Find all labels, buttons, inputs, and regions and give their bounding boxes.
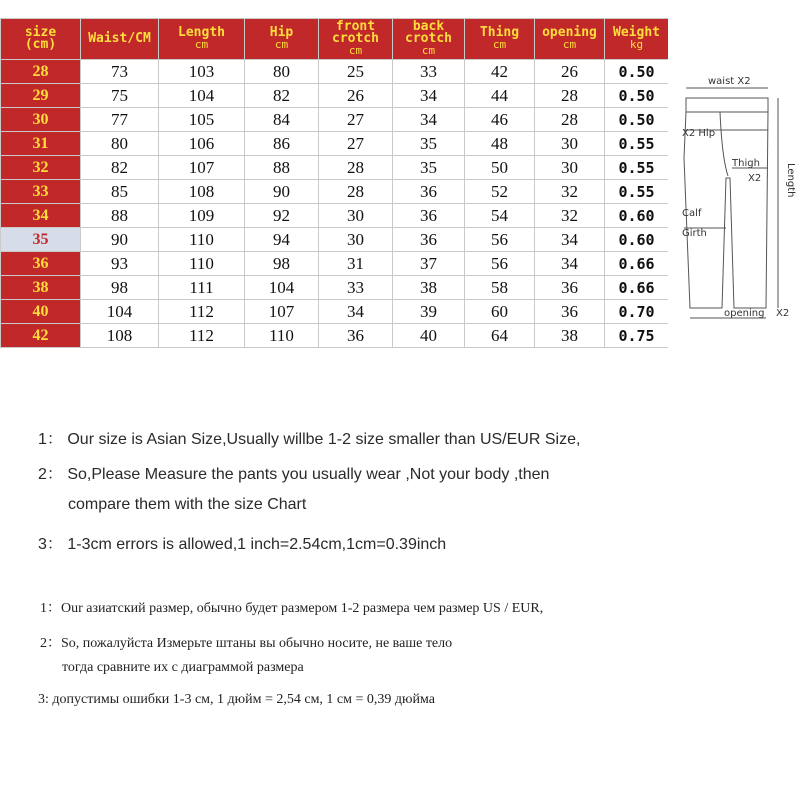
label-thigh: Thigh: [732, 158, 760, 169]
table-cell: 36: [393, 180, 465, 204]
table-cell: 112: [159, 300, 245, 324]
table-cell: 106: [159, 132, 245, 156]
table-cell: 36: [535, 300, 605, 324]
table-cell: 103: [159, 60, 245, 84]
table-cell: 0.50: [605, 108, 669, 132]
table-cell: 98: [245, 252, 319, 276]
label-waist: waist X2: [708, 76, 751, 87]
table-cell: 0.60: [605, 204, 669, 228]
table-cell: 105: [159, 108, 245, 132]
label-girth: Girth: [682, 228, 707, 239]
table-cell: 38: [393, 276, 465, 300]
table-cell: 0.50: [605, 84, 669, 108]
table-cell: 42: [465, 60, 535, 84]
label-opening-x2: X2: [776, 308, 790, 319]
label-hip: X2 Hip: [682, 128, 716, 139]
table-row: [1, 180, 669, 204]
table-cell: 33: [393, 60, 465, 84]
table-cell: 110: [245, 324, 319, 348]
table-cell: 82: [81, 156, 159, 180]
table-row: [1, 300, 669, 324]
table-cell: 104: [245, 276, 319, 300]
table-cell: 75: [81, 84, 159, 108]
table-cell: 0.55: [605, 180, 669, 204]
table-cell: 35: [393, 156, 465, 180]
header-waist: Waist/CM: [81, 19, 159, 60]
table-cell: 40: [393, 324, 465, 348]
table-cell: 85: [81, 180, 159, 204]
pants-diagram: [668, 18, 800, 352]
label-opening: opening: [724, 308, 765, 319]
table-cell: 28: [535, 84, 605, 108]
size-cell: 42: [1, 324, 81, 348]
label-calf: Calf: [682, 208, 702, 219]
table-cell: 90: [81, 228, 159, 252]
size-cell: 36: [1, 252, 81, 276]
table-cell: 108: [159, 180, 245, 204]
size-cell: 30: [1, 108, 81, 132]
table-row: [1, 276, 669, 300]
table-cell: 27: [319, 108, 393, 132]
table-cell: 38: [535, 324, 605, 348]
table-cell: 26: [319, 84, 393, 108]
table-cell: 36: [319, 324, 393, 348]
table-row: [1, 324, 669, 348]
size-chart-table: [0, 18, 669, 348]
table-cell: 34: [393, 84, 465, 108]
table-cell: 98: [81, 276, 159, 300]
table-cell: 0.70: [605, 300, 669, 324]
table-cell: 31: [319, 252, 393, 276]
size-cell: 28: [1, 60, 81, 84]
note-ru-3: 3: допустимы ошибки 1-3 см, 1 дюйм = 2,54 см, 1 см = 0,39 дюйма: [38, 692, 435, 707]
note-en-1: 1： Our size is Asian Size,Usually willbe 1-2 size smaller than US/EUR Size,: [38, 431, 581, 448]
table-row: [1, 84, 669, 108]
note-en-2-continued: compare them with the size Chart: [68, 496, 307, 513]
table-cell: 54: [465, 204, 535, 228]
table-row: [1, 60, 669, 84]
table-cell: 0.50: [605, 60, 669, 84]
table-cell: 36: [393, 228, 465, 252]
table-cell: 34: [535, 252, 605, 276]
table-cell: 46: [465, 108, 535, 132]
table-cell: 60: [465, 300, 535, 324]
table-row: [1, 204, 669, 228]
table-cell: 82: [245, 84, 319, 108]
table-cell: 109: [159, 204, 245, 228]
table-cell: 108: [81, 324, 159, 348]
table-cell: 26: [535, 60, 605, 84]
size-cell: 35: [1, 228, 81, 252]
table-cell: 28: [535, 108, 605, 132]
table-cell: 0.66: [605, 276, 669, 300]
table-cell: 34: [535, 228, 605, 252]
table-cell: 77: [81, 108, 159, 132]
size-cell: 34: [1, 204, 81, 228]
table-cell: 92: [245, 204, 319, 228]
note-ru-1: 1：Our азиатский размер, обычно будет размером 1-2 размера чем размер US / EUR,: [40, 601, 544, 616]
table-cell: 30: [535, 156, 605, 180]
table-cell: 104: [159, 84, 245, 108]
table-cell: 27: [319, 132, 393, 156]
table-cell: 36: [393, 204, 465, 228]
size-cell: 38: [1, 276, 81, 300]
note-ru-2: 2：So, пожалуйста Измерьте штаны вы обычно носите, не ваше тело: [40, 636, 453, 651]
table-cell: 80: [81, 132, 159, 156]
table-cell: 104: [81, 300, 159, 324]
table-cell: 110: [159, 252, 245, 276]
crotch-curve: [720, 112, 728, 176]
table-row: [1, 156, 669, 180]
label-length: Length: [785, 163, 796, 198]
note-en-3: 3： 1-3cm errors is allowed,1 inch=2.54cm,1cm=0.39inch: [38, 536, 447, 553]
size-cell: 31: [1, 132, 81, 156]
table-cell: 34: [393, 108, 465, 132]
table-cell: 0.75: [605, 324, 669, 348]
table-cell: 36: [535, 276, 605, 300]
table-cell: 90: [245, 180, 319, 204]
table-cell: 88: [81, 204, 159, 228]
table-header-row: [1, 19, 669, 60]
table-cell: 86: [245, 132, 319, 156]
table-row: [1, 228, 669, 252]
table-cell: 33: [319, 276, 393, 300]
table-cell: 39: [393, 300, 465, 324]
table-cell: 94: [245, 228, 319, 252]
label-thigh-x2: X2: [748, 173, 762, 184]
table-cell: 30: [319, 228, 393, 252]
table-cell: 110: [159, 228, 245, 252]
table-cell: 112: [159, 324, 245, 348]
table-cell: 93: [81, 252, 159, 276]
table-cell: 64: [465, 324, 535, 348]
waistband-outline: [686, 98, 768, 112]
header-thigh: Thing cm: [465, 19, 535, 60]
table-cell: 0.66: [605, 252, 669, 276]
pants-diagram-svg: [668, 18, 800, 352]
table-cell: 111: [159, 276, 245, 300]
note-en-2: 2： So,Please Measure the pants you usually wear ,Not your body ,then: [38, 466, 550, 483]
table-cell: 50: [465, 156, 535, 180]
table-row: [1, 108, 669, 132]
table-cell: 80: [245, 60, 319, 84]
table-cell: 0.55: [605, 156, 669, 180]
size-cell: 33: [1, 180, 81, 204]
size-cell: 29: [1, 84, 81, 108]
table-cell: 56: [465, 252, 535, 276]
table-cell: 34: [319, 300, 393, 324]
size-cell: 32: [1, 156, 81, 180]
note-ru-2-continued: тогда сравните их с диаграммой размера: [62, 660, 304, 675]
header-length: Length cm: [159, 19, 245, 60]
table-cell: 88: [245, 156, 319, 180]
table-cell: 35: [393, 132, 465, 156]
table-cell: 44: [465, 84, 535, 108]
table-cell: 58: [465, 276, 535, 300]
table-cell: 37: [393, 252, 465, 276]
table-cell: 30: [319, 204, 393, 228]
table-cell: 107: [245, 300, 319, 324]
table-cell: 56: [465, 228, 535, 252]
table-row: [1, 252, 669, 276]
table-cell: 73: [81, 60, 159, 84]
header-opening: opening cm: [535, 19, 605, 60]
table-cell: 52: [465, 180, 535, 204]
size-cell: 40: [1, 300, 81, 324]
table-cell: 30: [535, 132, 605, 156]
table-cell: 32: [535, 180, 605, 204]
table-row: [1, 132, 669, 156]
table-cell: 0.55: [605, 132, 669, 156]
table-cell: 28: [319, 180, 393, 204]
header-back-crotch: back crotch cm: [393, 19, 465, 60]
table-cell: 84: [245, 108, 319, 132]
table-cell: 25: [319, 60, 393, 84]
table-cell: 32: [535, 204, 605, 228]
header-weight: Weight kg: [605, 19, 669, 60]
table-cell: 107: [159, 156, 245, 180]
header-hip: Hip cm: [245, 19, 319, 60]
header-front-crotch: front crotch cm: [319, 19, 393, 60]
header-size: size (cm): [1, 19, 81, 60]
table-cell: 28: [319, 156, 393, 180]
table-cell: 48: [465, 132, 535, 156]
table-cell: 0.60: [605, 228, 669, 252]
